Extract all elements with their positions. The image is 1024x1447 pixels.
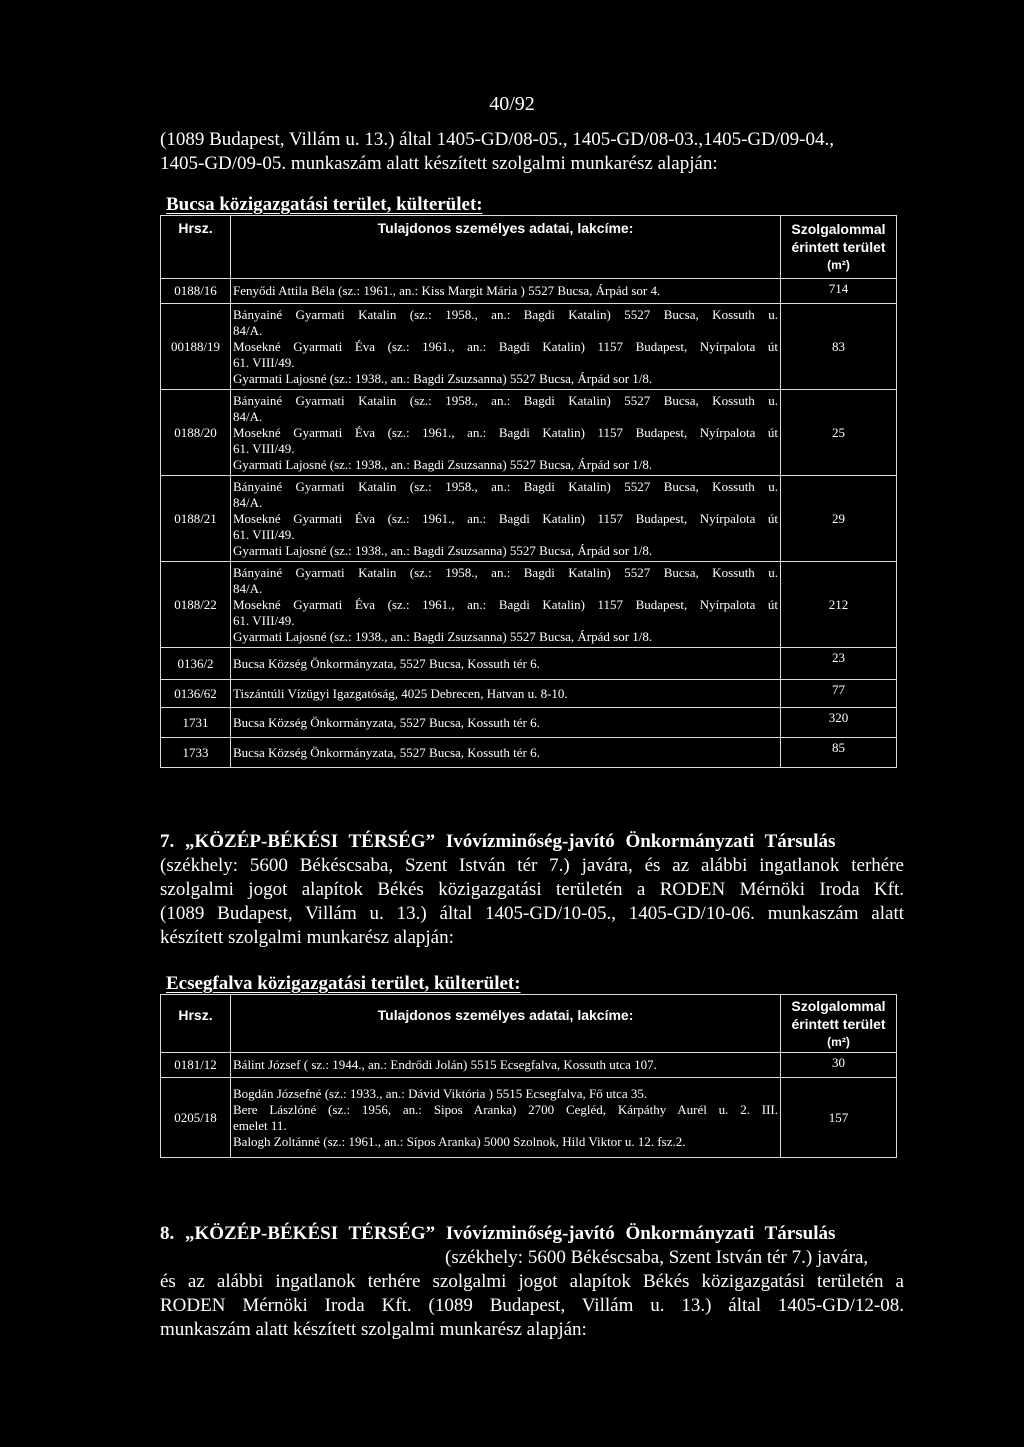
area-cell: 83 [781,304,897,390]
owner-line: Fenyődi Attila Béla (sz.: 1961., an.: Kiss Margit Mária ) 5527 Bucsa, Árpád sor 4. [233,283,661,298]
owner-cell [231,1078,781,1158]
section-7-line: készített szolgalmi munkarész alapján: [160,927,454,948]
owner-line: Tiszántúli Vízügyi Igazgatóság, 4025 Debrecen, Hatvan u. 8-10. [233,685,568,701]
owner-line: 84/A. [233,494,263,510]
owner-line: Bere Lászlóné (sz.: 1956, an.: Sipos Aranka) 2700 Cegléd, Kárpáthy Aurél u. 2. III. [233,1101,778,1117]
table-row [161,279,897,304]
owner-cell [231,1053,781,1078]
section-8-title: 8. „KÖZÉP-BÉKÉSI TÉRSÉG” Ivóvízminőség-javító Önkormányzati Társulás [160,1223,836,1244]
area-cell: 157 [781,1078,897,1158]
header-owner: Tulajdonos személyes adatai, lakcíme: [231,995,781,1053]
owner-line: Bogdán Józsefné (sz.: 1933., an.: Dávid Viktória ) 5515 Ecsegfalva, Fő utca 35. [233,1085,648,1101]
table-header-row [161,995,897,1053]
owner-line: Mosekné Gyarmati Éva (sz.: 1961., an.: Bagdi Katalin) 1157 Budapest, Nyírpalota út [233,510,778,526]
owner-line: 61. VIII/49. [233,354,295,370]
owner-line: emelet 11. [233,1117,287,1133]
owner-cell [231,476,781,562]
owner-line: 84/A. [233,408,263,424]
owner-line: Balogh Zoltánné (sz.: 1961., an.: Sípos Aranka) 5000 Szolnok, Hild Viktor u. 12. fsz.2. [233,1133,686,1149]
owner-line: 61. VIII/49. [233,612,295,628]
section-7-line: (1089 Budapest, Villám u. 13.) által 1405-GD/10-05., 1405-GD/10-06. munkaszám alatt [160,903,904,924]
header-area-line-1: Szolgalommal [791,998,886,1014]
table-row [161,304,897,390]
page-number: 40/92 [489,93,535,115]
section-7-line: szolgalmi jogot alapítok Békés közigazgatási területén a RODEN Mérnöki Iroda Kft. [160,879,904,900]
owner-line: Gyarmati Lajosné (sz.: 1938., an.: Bagdi Zsuzsanna) 5527 Bucsa, Árpád sor 1/8. [233,628,653,644]
owner-line: 61. VIII/49. [233,526,295,542]
owner-line: Bálint József ( sz.: 1944., an.: Endrődi Jolán) 5515 Ecsegfalva, Kossuth utca 107. [233,1057,657,1072]
owner-line: 84/A. [233,322,263,338]
owner-line: Mosekné Gyarmati Éva (sz.: 1961., an.: Bagdi Katalin) 1157 Budapest, Nyírpalota út [233,338,778,354]
ecsegfalva-table [160,994,897,1158]
owner-line: Bucsa Község Önkormányzata, 5527 Bucsa, Kossuth tér 6. [233,655,540,671]
owner-line: Bányainé Gyarmati Katalin (sz.: 1958., an.: Bagdi Katalin) 5527 Bucsa, Kossuth u. [233,306,778,322]
header-hrsz: Hrsz. [161,995,231,1053]
table-row [161,562,897,648]
table-row [161,680,897,708]
area-cell: 77 [781,680,897,708]
owner-line: Gyarmati Lajosné (sz.: 1938., an.: Bagdi Zsuzsanna) 5527 Bucsa, Árpád sor 1/8. [233,542,653,558]
area-cell: 30 [781,1053,897,1078]
owner-line: Bányainé Gyarmati Katalin (sz.: 1958., an.: Bagdi Katalin) 5527 Bucsa, Kossuth u. [233,478,778,494]
hrsz-cell: 0188/21 [161,476,231,562]
hrsz-cell: 0188/16 [161,279,231,304]
hrsz-cell: 0188/22 [161,562,231,648]
section-8-line: és az alábbi ingatlanok terhére szolgalmi jogot alapítok Békés közigazgatási területén a [160,1271,904,1292]
hrsz-cell: 0136/62 [161,680,231,708]
header-area-line-2: érintett terület [791,1016,886,1032]
owner-cell [231,279,781,304]
area-cell: 25 [781,390,897,476]
owner-line: Mosekné Gyarmati Éva (sz.: 1961., an.: Bagdi Katalin) 1157 Budapest, Nyírpalota út [233,596,778,612]
header-owner: Tulajdonos személyes adatai, lakcíme: [231,216,781,279]
owner-line: Bucsa Község Önkormányzata, 5527 Bucsa, Kossuth tér 6. [233,744,540,760]
owner-cell [231,304,781,390]
area-cell: 23 [781,648,897,680]
owner-line: Bucsa Község Önkormányzata, 5527 Bucsa, Kossuth tér 6. [233,714,540,730]
header-hrsz: Hrsz. [161,216,231,279]
header-area-line-2: érintett terület [791,239,886,255]
owner-line: Gyarmati Lajosné (sz.: 1938., an.: Bagdi Zsuzsanna) 5527 Bucsa, Árpád sor 1/8. [233,370,653,386]
area-cell: 29 [781,476,897,562]
section-8-line: munkaszám alatt készített szolgalmi munkarész alapján: [160,1319,587,1340]
owner-cell [231,648,781,680]
owner-line: Gyarmati Lajosné (sz.: 1938., an.: Bagdi Zsuzsanna) 5527 Bucsa, Árpád sor 1/8. [233,456,653,472]
table-row [161,738,897,768]
bucsa-table [160,215,897,768]
header-area-line-1: Szolgalommal [791,221,886,237]
area-cell: 320 [781,708,897,738]
table-row [161,648,897,680]
hrsz-cell: 0188/20 [161,390,231,476]
section-7-line: (székhely: 5600 Békéscsaba, Szent István tér 7.) javára, és az alábbi ingatlanok terhére [160,855,904,876]
section-8-line: (székhely: 5600 Békéscsaba, Szent István tér 7.) javára, [445,1247,869,1268]
section-8-body [160,1246,904,1342]
ecsegfalva-heading: Ecsegfalva közigazgatási terület, külterület: [166,973,521,994]
owner-cell [231,708,781,738]
hrsz-cell: 00188/19 [161,304,231,390]
area-cell: 714 [781,279,897,304]
section-7-body [160,854,904,950]
section-7-title: 7. „KÖZÉP-BÉKÉSI TÉRSÉG” Ivóvízminőség-javító Önkormányzati Társulás [160,831,836,852]
table-row [161,1053,897,1078]
owner-line: 61. VIII/49. [233,440,295,456]
owner-line: Bányainé Gyarmati Katalin (sz.: 1958., an.: Bagdi Katalin) 5527 Bucsa, Kossuth u. [233,564,778,580]
area-cell: 212 [781,562,897,648]
owner-line: Bányainé Gyarmati Katalin (sz.: 1958., an.: Bagdi Katalin) 5527 Bucsa, Kossuth u. [233,392,778,408]
hrsz-cell: 0181/12 [161,1053,231,1078]
hrsz-cell: 0205/18 [161,1078,231,1158]
owner-line: Mosekné Gyarmati Éva (sz.: 1961., an.: Bagdi Katalin) 1157 Budapest, Nyírpalota út [233,424,778,440]
owner-cell [231,680,781,708]
table-row [161,476,897,562]
owner-cell [231,738,781,768]
table-row [161,708,897,738]
area-cell: 85 [781,738,897,768]
hrsz-cell: 1731 [161,708,231,738]
table-row [161,1078,897,1158]
owner-cell [231,390,781,476]
header-area-line-3: (m²) [827,258,850,272]
header-area-line-3: (m²) [827,1035,850,1049]
owner-cell [231,562,781,648]
bucsa-heading: Bucsa közigazgatási terület, külterület: [166,194,483,215]
section-8-line: RODEN Mérnöki Iroda Kft. (1089 Budapest, Villám u. 13.) által 1405-GD/12-08. [160,1295,904,1316]
table-header-row [161,216,897,279]
hrsz-cell: 0136/2 [161,648,231,680]
owner-line: 84/A. [233,580,263,596]
header-area [781,216,897,279]
header-area [781,995,897,1053]
hrsz-cell: 1733 [161,738,231,768]
intro-line-1: (1089 Budapest, Villám u. 13.) által 1405-GD/08-05., 1405-GD/08-03.,1405-GD/09-04., [160,129,834,150]
intro-line-2: 1405-GD/09-05. munkaszám alatt készített szolgalmi munkarész alapján: [160,153,718,174]
table-row [161,390,897,476]
